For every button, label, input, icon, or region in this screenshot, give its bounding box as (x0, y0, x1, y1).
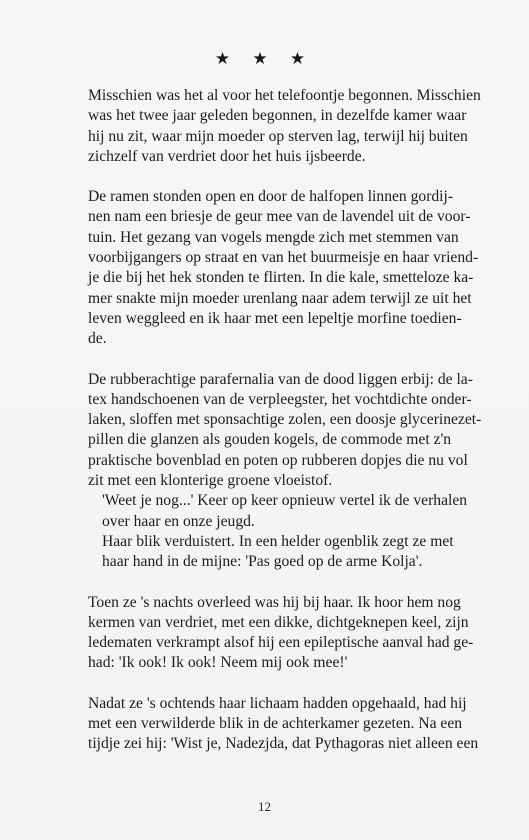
text-line: de. (88, 330, 107, 348)
text-line: tex handschoenen van de verpleegster, het vochtdichte onder- (88, 390, 472, 408)
text-line: nen nam een briesje de geur mee van de lavendel uit de voor- (88, 208, 471, 226)
text-line: laken, sloffen met sponsachtige zolen, een doosje glycerinezet- (88, 411, 482, 429)
text-line: zichzelf van verdriet door het huis ijsbeerde. (88, 147, 366, 165)
text-line: voorbijgangers op straat en van het buurmeisje en haar vriend- (88, 249, 479, 267)
text-line: mer snakte mijn moeder urenlang naar adem terwijl ze uit het (88, 289, 472, 307)
paragraph-2 (88, 187, 479, 349)
text-line: was het twee jaar geleden begonnen, in dezelfde kamer waar (88, 107, 467, 125)
text-line: 'Weet je nog...' Keer op keer opnieuw vertel ik de verhalen (102, 492, 468, 510)
paragraph-7 (88, 694, 479, 755)
text-line: De rubberachtige parafernalia van de dood liggen erbij: de la- (88, 370, 473, 388)
text-line: je die bij het hek stonden te flirten. In die kale, smetteloze ka- (88, 269, 474, 287)
text-line: zit met een klonterige groene vloeistof. (88, 472, 333, 490)
section-break-ornament: ★ ★ ★ (214, 49, 315, 68)
text-line: over haar en onze jeugd. (102, 512, 255, 530)
text-line: kermen van verdriet, met een dikke, dichtgeknepen keel, zijn (88, 613, 469, 631)
text-line: pillen die glanzen als gouden kogels, de commode met z'n (88, 431, 452, 449)
paragraph-6 (88, 593, 474, 674)
text-line: leven weggleed en ik haar met een lepeltje morfine toedien- (88, 309, 462, 327)
text-line: Nadat ze 's ochtends haar lichaam hadden opgehaald, had hij (88, 694, 467, 712)
text-line: hij nu zit, waar mijn moeder op sterven lag, terwijl hij buiten (88, 127, 468, 145)
text-line: Haar blik verduistert. In een helder ogenblik zegt ze met (102, 532, 454, 550)
text-line: ledematen verkrampt alsof hij een epileptische aanval had ge- (88, 634, 474, 652)
text-line: haar hand in de mijne: 'Pas goed op de arme Kolja'. (102, 553, 423, 571)
text-line: met een verwilderde blik in de achterkamer gezeten. Na een (88, 715, 463, 733)
body-text (88, 86, 482, 755)
page-number: 12 (258, 799, 271, 814)
text-line: tuin. Het gezang van vogels mengde zich met stemmen van (88, 228, 459, 246)
paragraph-5 (88, 532, 454, 573)
paragraph-1 (88, 86, 481, 167)
paragraph-4 (88, 491, 468, 532)
paragraph-3 (88, 370, 482, 492)
text-line: had: 'Ik ook! Ik ook! Neem mij ook mee!' (88, 654, 348, 672)
text-line: Misschien was het al voor het telefoontje begonnen. Misschien (88, 87, 481, 104)
text-line: Toen ze 's nachts overleed was hij bij haar. Ik hoor hem nog (88, 593, 461, 611)
text-line: De ramen stonden open en door de halfopen linnen gordij- (88, 188, 454, 206)
text-line: tijdje zei hij: 'Wist je, Nadezjda, dat Pythagoras niet alleen een (88, 735, 479, 753)
text-line: praktische bovenblad en poten op rubberen dopjes die nu vol (88, 451, 468, 469)
